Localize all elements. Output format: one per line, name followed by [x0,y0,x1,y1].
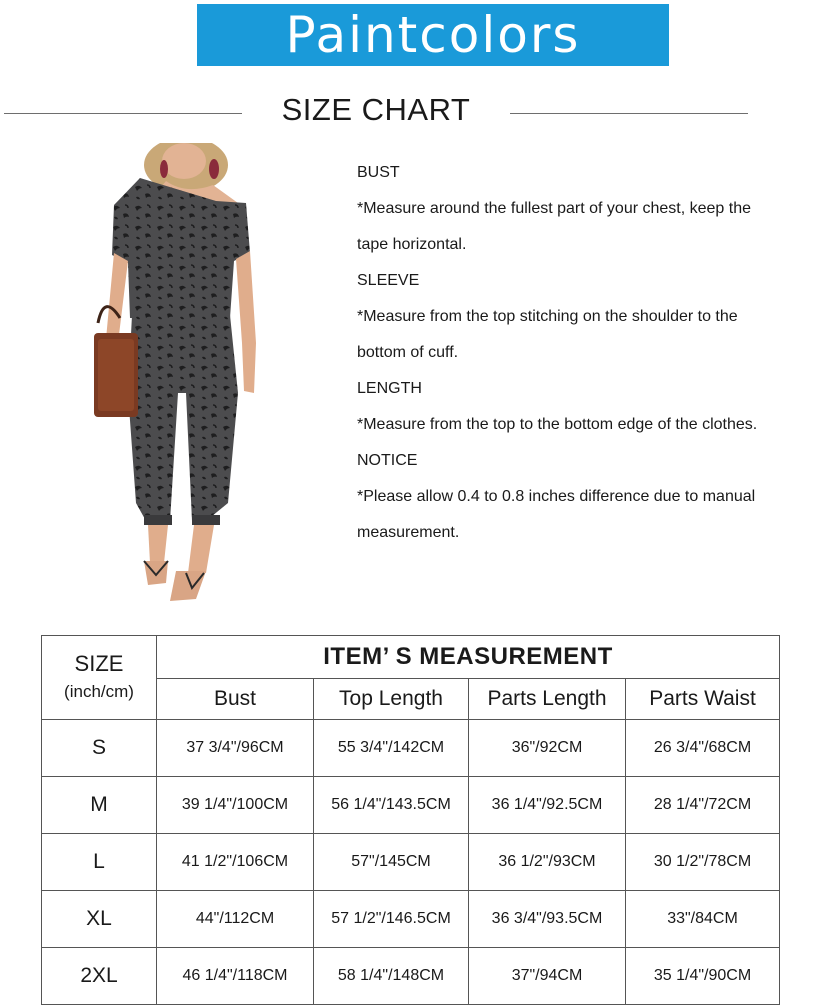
table-cell: 33"/84CM [626,891,780,948]
unit-header: (inch/cm) [64,681,134,701]
column-header-top-length: Top Length [314,679,469,720]
title-rule-left [4,113,242,114]
instruction-line: BUST [357,164,400,181]
measurement-header: ITEM’ S MEASUREMENT [157,636,780,679]
instruction-line: *Please allow 0.4 to 0.8 inches difference due to manual [357,488,756,505]
product-model-image [88,143,258,603]
instruction-line: SLEEVE [357,272,420,289]
table-cell: 36"/92CM [469,720,626,777]
size-cell: XL [42,891,157,948]
table-cell: 26 3/4"/68CM [626,720,780,777]
size-cell: M [42,777,157,834]
table-row [42,834,780,891]
size-header: SIZE [74,650,124,676]
instruction-line: *Measure around the fullest part of your chest, keep the [357,200,752,217]
table-cell: 36 1/4"/92.5CM [469,777,626,834]
table-row [42,720,780,777]
table-cell: 41 1/2"/106CM [157,834,314,891]
instruction-line: bottom of cuff. [357,344,459,361]
column-header-parts-waist: Parts Waist [626,679,780,720]
instruction-line: LENGTH [357,380,422,397]
table-cell: 58 1/4"/148CM [314,948,469,1005]
table-cell: 30 1/2"/78CM [626,834,780,891]
table-cell: 37"/94CM [469,948,626,1005]
table-cell: 36 1/2"/93CM [469,834,626,891]
size-cell: 2XL [42,948,157,1005]
table-cell: 55 3/4"/142CM [314,720,469,777]
table-row [42,891,780,948]
title-rule-right [510,113,748,114]
column-header-bust: Bust [157,679,314,720]
instruction-line: NOTICE [357,452,418,469]
table-cell: 35 1/4"/90CM [626,948,780,1005]
table-cell: 36 3/4"/93.5CM [469,891,626,948]
table-cell: 57 1/2"/146.5CM [314,891,469,948]
column-header-parts-length: Parts Length [469,679,626,720]
instruction-line: tape horizontal. [357,236,467,253]
table-cell: 28 1/4"/72CM [626,777,780,834]
table-cell: 39 1/4"/100CM [157,777,314,834]
table-cell: 57"/145CM [314,834,469,891]
instruction-line: *Measure from the top to the bottom edge of the clothes. [357,416,758,433]
table-cell: 56 1/4"/143.5CM [314,777,469,834]
size-header-cell [42,636,157,720]
instruction-line: *Measure from the top stitching on the shoulder to the [357,308,738,325]
table-row [42,948,780,1005]
table-cell: 37 3/4"/96CM [157,720,314,777]
brand-banner [197,4,669,66]
measuring-instructions [357,155,807,551]
instruction-line: measurement. [357,524,460,541]
size-cell: L [42,834,157,891]
size-cell: S [42,720,157,777]
size-table [41,635,780,1005]
table-row [42,777,780,834]
table-cell: 46 1/4"/118CM [157,948,314,1005]
brand-logo-text: Paintcolors [285,6,581,64]
page-title: SIZE CHART [281,92,471,127]
table-cell: 44"/112CM [157,891,314,948]
